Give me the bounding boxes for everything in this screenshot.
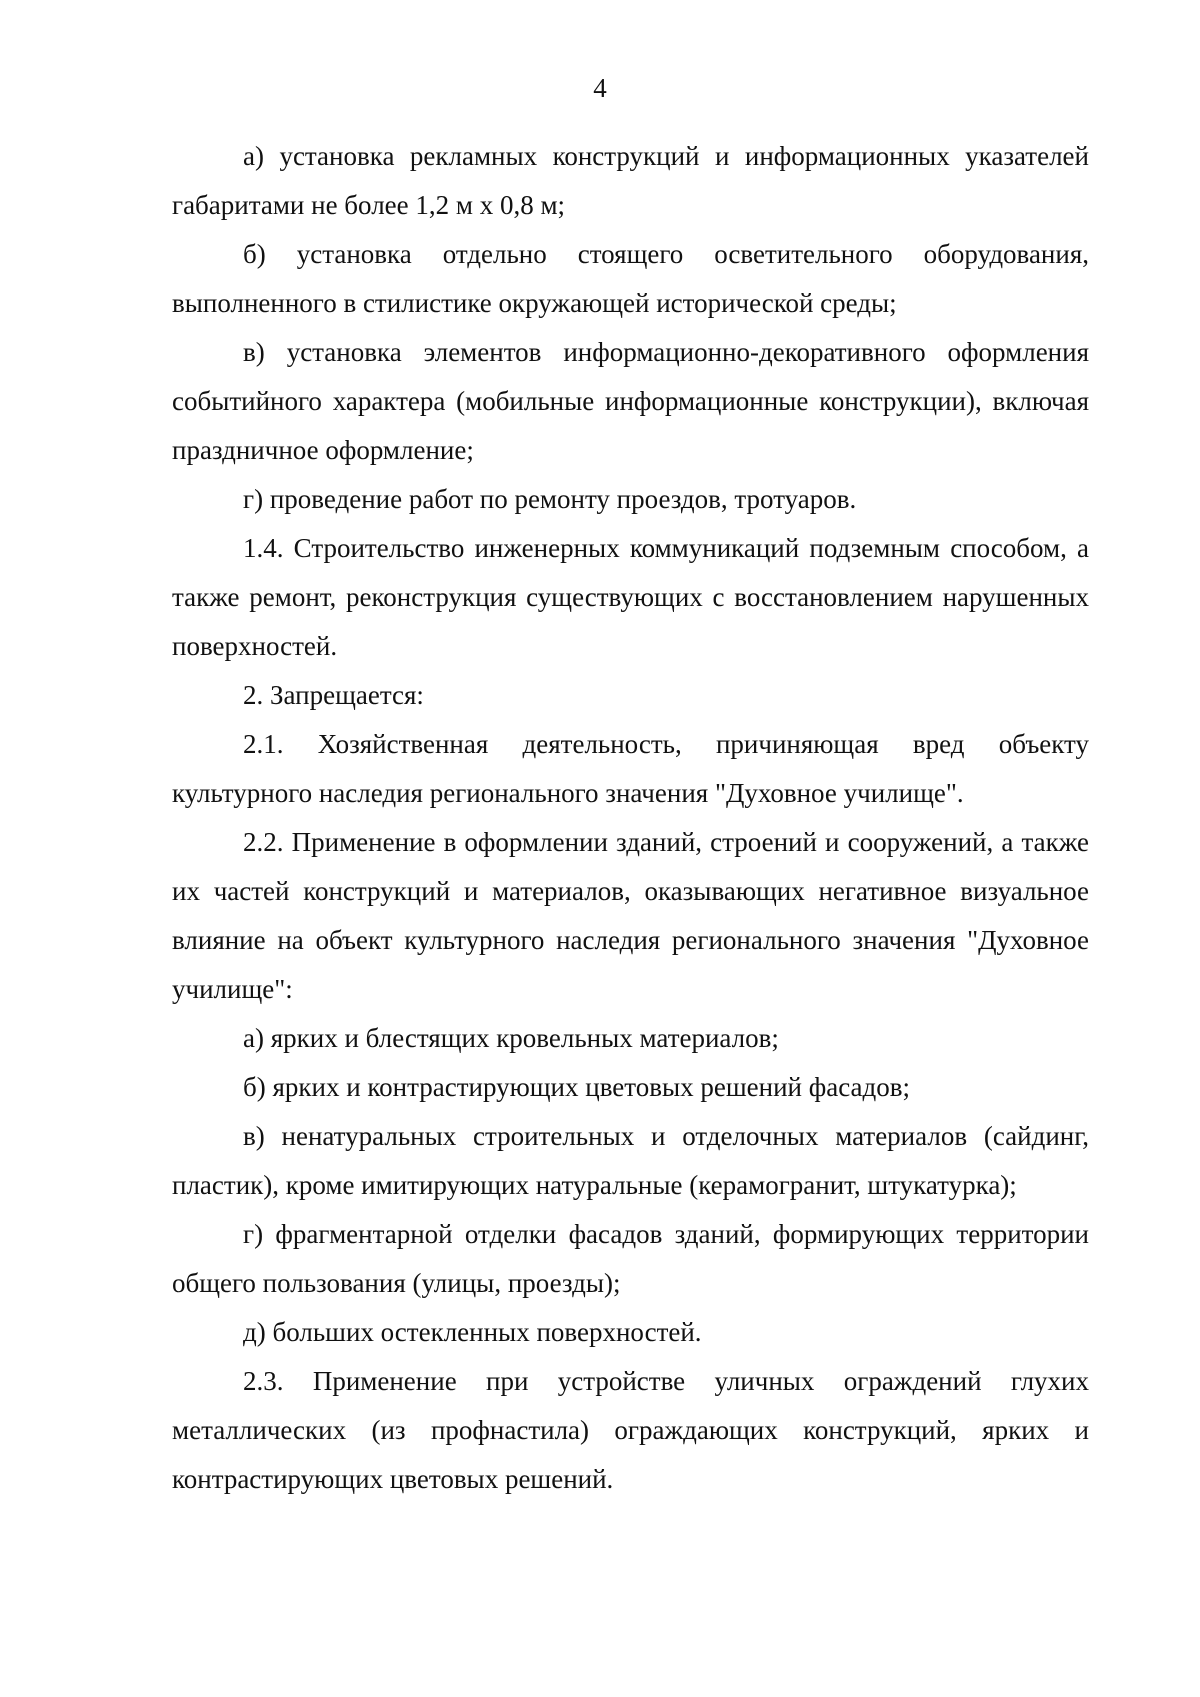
paragraph-3a: а) установка рекламных конструкций и информационных указателей габаритами не более 1,2 м x 0,8 м; [172, 141, 1089, 220]
paragraph-2-2g: г) фрагментарной отделки фасадов зданий, формирующих территории общего пользования (улицы, проезды); [172, 1219, 1089, 1298]
paragraph-2-3: 2.3. Применение при устройстве уличных ограждений глухих металлических (из профнастила) ограждающих конструкций, ярких и контрастирующих цветовых решений. [172, 1366, 1089, 1494]
paragraph-2-2: 2.2. Применение в оформлении зданий, строений и сооружений, а также их частей конструкций и материалов, оказывающих негативное визуальное влияние на объект культурного наследия регионального значения "Духовное училище": [172, 827, 1089, 1004]
paragraph-1-4: 1.4. Строительство инженерных коммуникаций подземным способом, а также ремонт, реконструкция существующих с восстановлением нарушенных поверхностей. [172, 533, 1089, 661]
paragraph-2: 2. Запрещается: [243, 680, 424, 710]
paragraph-2-2v: в) ненатуральных строительных и отделочных материалов (сайдинг, пластик), кроме имитирующих натуральные (керамогранит, штукатурка); [172, 1121, 1089, 1200]
paragraph-3b: б) установка отдельно стоящего осветительного оборудования, выполненного в стилистике окружающей исторической среды; [172, 239, 1089, 318]
paragraph-2-2b: б) ярких и контрастирующих цветовых решений фасадов; [243, 1072, 910, 1102]
paragraph-2-2a: а) ярких и блестящих кровельных материалов; [243, 1023, 779, 1053]
paragraph-2-1: 2.1. Хозяйственная деятельность, причиняющая вред объекту культурного наследия регионального значения "Духовное училище". [172, 729, 1089, 808]
document-body [172, 132, 1089, 1504]
page-number: 4 [593, 73, 607, 103]
paragraph-3g: г) проведение работ по ремонту проездов, тротуаров. [243, 484, 857, 514]
paragraph-2-2d: д) больших остекленных поверхностей. [243, 1317, 702, 1347]
paragraph-3v: в) установка элементов информационно-декоративного оформления событийного характера (мобильные информационные конструкции), включая праздничное оформление; [172, 337, 1089, 465]
